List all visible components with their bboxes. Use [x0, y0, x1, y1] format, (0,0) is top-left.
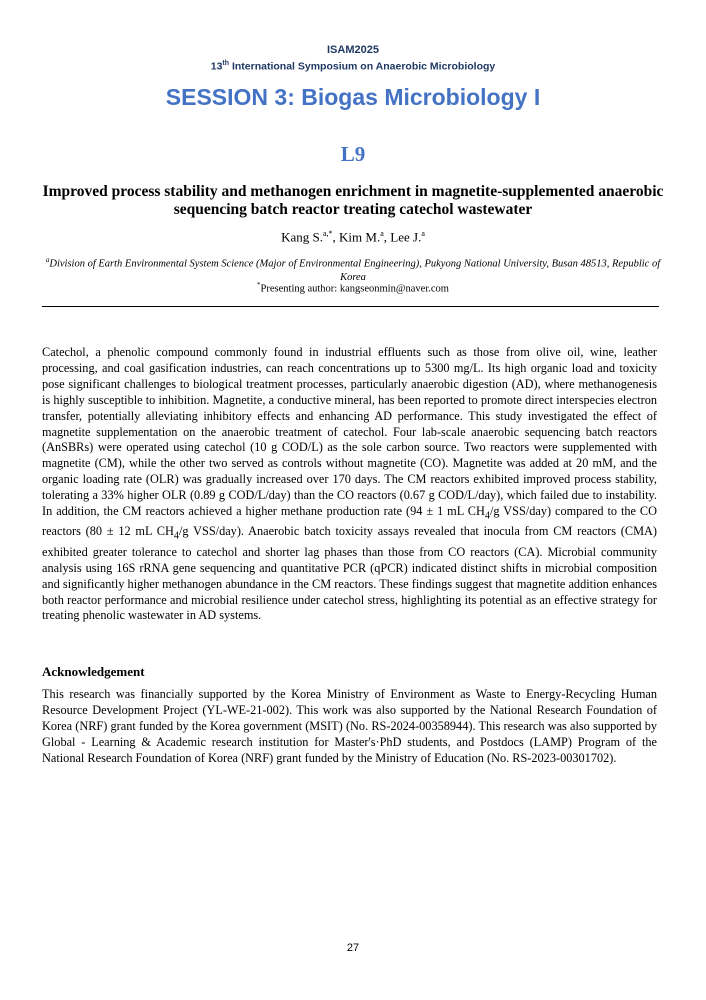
- presenting-mark: *: [257, 281, 261, 289]
- affiliation: [45, 254, 661, 284]
- acknowledgement-heading: Acknowledgement: [42, 664, 145, 679]
- abstract-subscript: 4: [484, 510, 490, 522]
- author-mark: a: [380, 229, 384, 238]
- abstract-text: /g VSS/day) compared to the CO reactors (80 ± 12 mL CH: [42, 504, 658, 539]
- author-name: Kang S.: [281, 229, 323, 245]
- conference-ordinal-suffix: th: [222, 60, 230, 67]
- header-divider: [42, 306, 659, 307]
- presentation-code: L9: [340, 142, 366, 166]
- conference-full-name: [0, 60, 706, 73]
- paper-title: Improved process stability and methanogen enrichment in magnetite-supplemented anaerobic sequencing batch reactor treating catechol wastewater: [42, 183, 664, 218]
- affiliation-text: Division of Earth Environmental System Science (Major of Environmental Engineering), Pukyong National University, Busan 48513, Republic of Korea: [49, 258, 661, 283]
- author-list: Kang S.$^{a,*}$, Kim M.$^a$, Lee J.$^a$: [281, 229, 425, 245]
- abstract-text: Catechol, a phenolic compound commonly found in industrial effluents such as those from olive oil, wine, leather processing, and coal gasification industries, can reach concentrations up to 5300 mg/L. Its high organic load and toxicity pose significant challenges to biological treatment processes, particularly anaerobic digestion (AD), where methanogenesis is highly susceptible to inhibition. Magnetite, a conductive mineral, has been reported to promote direct interspecies electron transfer, potentially alleviating inhibitory effects and enhancing AD performance. This study investigated the effect of magnetite supplementation on the anaerobic treatment of catechol. Four lab-scale anaerobic sequencing batch reactors (AnSBRs) were operated using catechol (10 g COD/L) as the sole carbon source. Two reactors were supplemented with magnetite (CM), while the other two served as controls without magnetite (CO). Magnetite was added at 20 mM, and the organic loading rate (OLR) was gradually increased over 170 days. The CM reactors exhibited improved process stability, tolerating a 33% higher OLR (0.89 g COD/L/day) than the CO reactors (0.67 g COD/L/day), which failed due to instability. In addition, the CM reactors achieved a higher methane production rate (94 ± 1 mL CH: [42, 345, 657, 519]
- affiliation-mark: a: [45, 256, 50, 264]
- conference-name-text: International Symposium on Anaerobic Microbiology: [231, 60, 496, 73]
- abstract-subscript: 4: [173, 530, 179, 542]
- conference-ordinal-number: 13: [210, 60, 223, 73]
- page-number: 27: [346, 942, 360, 954]
- author-mark: a: [421, 229, 425, 238]
- abstract-text: /g VSS/day). Anaerobic batch toxicity assays revealed that inocula from CM reactors (CMA) exhibited greater tolerance to catechol and shorter lag phases than those from CO reactors (CA). Microbial community analysis using 16S rRNA gene sequencing and quantitative PCR (qPCR) indicated distinct shifts in microbial composition and significantly higher methanogen abundance in the CM reactors. These findings suggest that magnetite addition enhances both reactor performance and microbial resilience under catechol stress, highlighting its potential as an effective strategy for treating phenolic wastewater in AD systems.: [42, 524, 657, 623]
- author-mark: a,*: [322, 229, 333, 238]
- presenting-author: [0, 281, 706, 295]
- author-name: Lee J.: [390, 229, 422, 245]
- author-name: Kim M.: [339, 229, 381, 245]
- conference-short-name: ISAM2025: [327, 44, 379, 56]
- abstract-body: [42, 345, 657, 624]
- presenting-author-text: Presenting author: kangseonmin@naver.com: [260, 283, 449, 295]
- session-heading: SESSION 3: Biogas Microbiology I: [165, 84, 541, 110]
- acknowledgement-body: This research was financially supported by the Korea Ministry of Environment as Waste to Energy-Recycling Human Resource Development Project (YL-WE-21-002). This work was also supported by the National Research Foundation of Korea (NRF) grant funded by the Korea government (MSIT) (No. RS-2024-00358944). This research was also supported by Global - Learning & Academic research institution for Master's·PhD students, and Postdocs (LAMP) Program of the National Research Foundation of Korea (NRF) grant funded by the Ministry of Education (No. RS-2023-00301702).: [42, 687, 657, 765]
